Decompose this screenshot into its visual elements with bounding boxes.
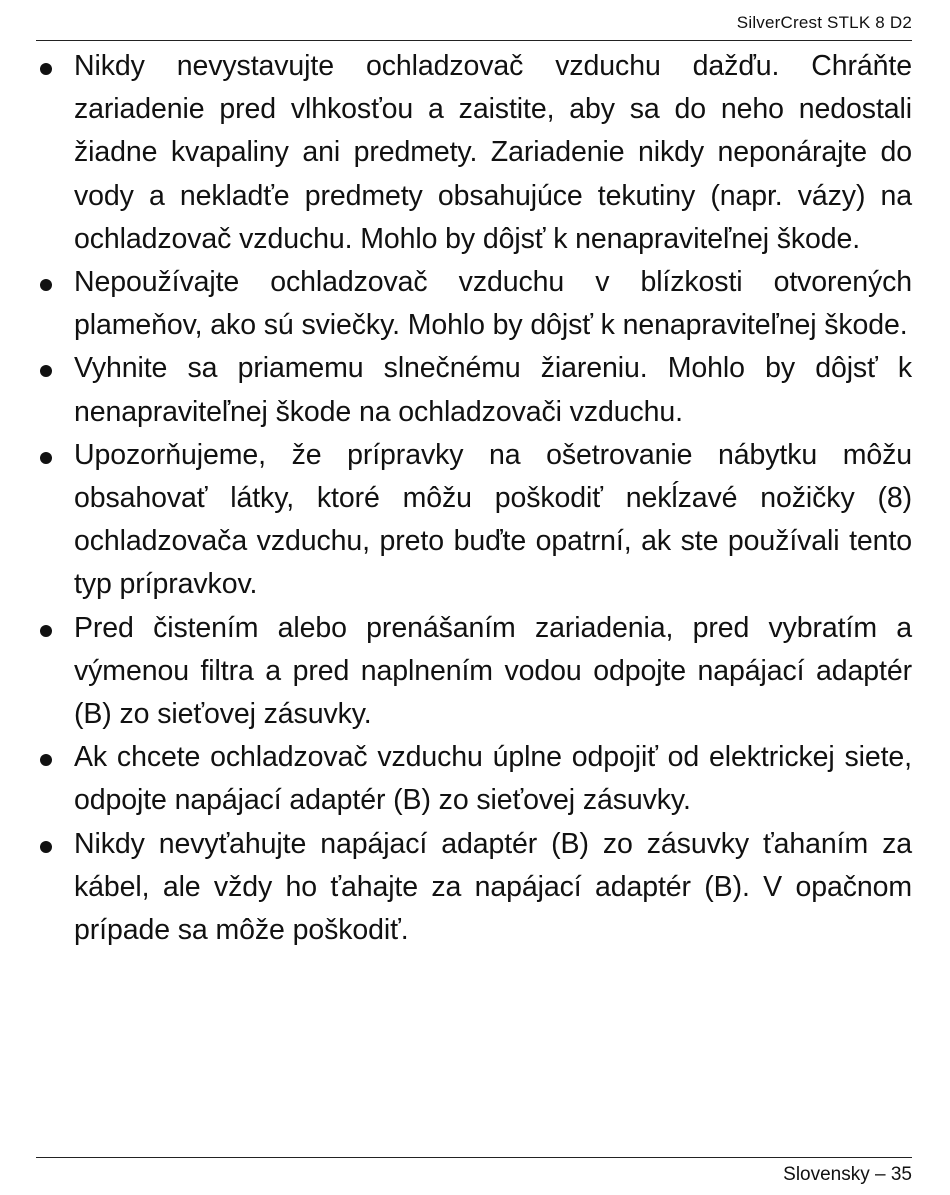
bullet-text: Nepoužívajte ochladzovač vzduchu v blízkosti otvorených plameňov, ako sú sviečky. Mohlo by dôjsť k nenapraviteľnej škode. (74, 266, 912, 342)
bullet-item (36, 607, 912, 737)
page-number: Slovensky – 35 (783, 1164, 912, 1185)
bullet-text: Vyhnite sa priamemu slnečnému žiareniu. Mohlo by dôjsť k nenapraviteľnej škode na ochladzovači vzduchu. (74, 352, 912, 428)
header-title: SilverCrest STLK 8 D2 (736, 13, 912, 32)
bullet-list (36, 45, 912, 952)
bullet-item (36, 823, 912, 953)
bullet-text: Nikdy nevystavujte ochladzovač vzduchu dažďu. Chráňte zariadenie pred vlhkosťou a zaistite, aby sa do neho nedostali žiadne kvapaliny ani predmety. Zariadenie nikdy neponárajte do vody a nekladťe predmety obsahujúce tekutiny (napr. vázy) na ochladzovač vzduchu. Mohlo by dôjsť k nenapraviteľnej škode. (74, 50, 912, 255)
bullet-text: Nikdy nevyťahujte napájací adaptér (B) zo zásuvky ťahaním za kábel, ale vždy ho ťahajte za napájací adaptér (B). V opačnom prípade sa môže poškodiť. (74, 827, 912, 947)
bullet-item (36, 45, 912, 261)
bullet-icon (40, 63, 52, 75)
bullet-icon (40, 625, 52, 637)
page-footer (36, 1157, 912, 1192)
bullet-icon (40, 754, 52, 766)
bullet-icon (40, 841, 52, 853)
bullet-text: Pred čistením alebo prenášaním zariadenia, pred vybratím a výmenou filtra a pred naplnením vodou odpojte napájací adaptér (B) zo sieťovej zásuvky. (74, 611, 912, 731)
bullet-item (36, 434, 912, 607)
bullet-text: Upozorňujeme, že prípravky na ošetrovanie nábytku môžu obsahovať látky, ktoré môžu poškodiť nekĺzavé nožičky (8) ochladzovača vzduchu, preto buďte opatrní, ak ste používali tento typ prípravkov. (74, 438, 912, 601)
bullet-item (36, 347, 912, 433)
bullet-icon (40, 279, 52, 291)
bullet-text: Ak chcete ochladzovač vzduchu úplne odpojiť od elektrickej siete, odpojte napájací adaptér (B) zo sieťovej zásuvky. (74, 741, 912, 817)
page-content (36, 45, 912, 952)
bullet-icon (40, 452, 52, 464)
bullet-item (36, 736, 912, 822)
bullet-item (36, 261, 912, 347)
bullet-icon (40, 365, 52, 377)
page-header (36, 10, 912, 41)
